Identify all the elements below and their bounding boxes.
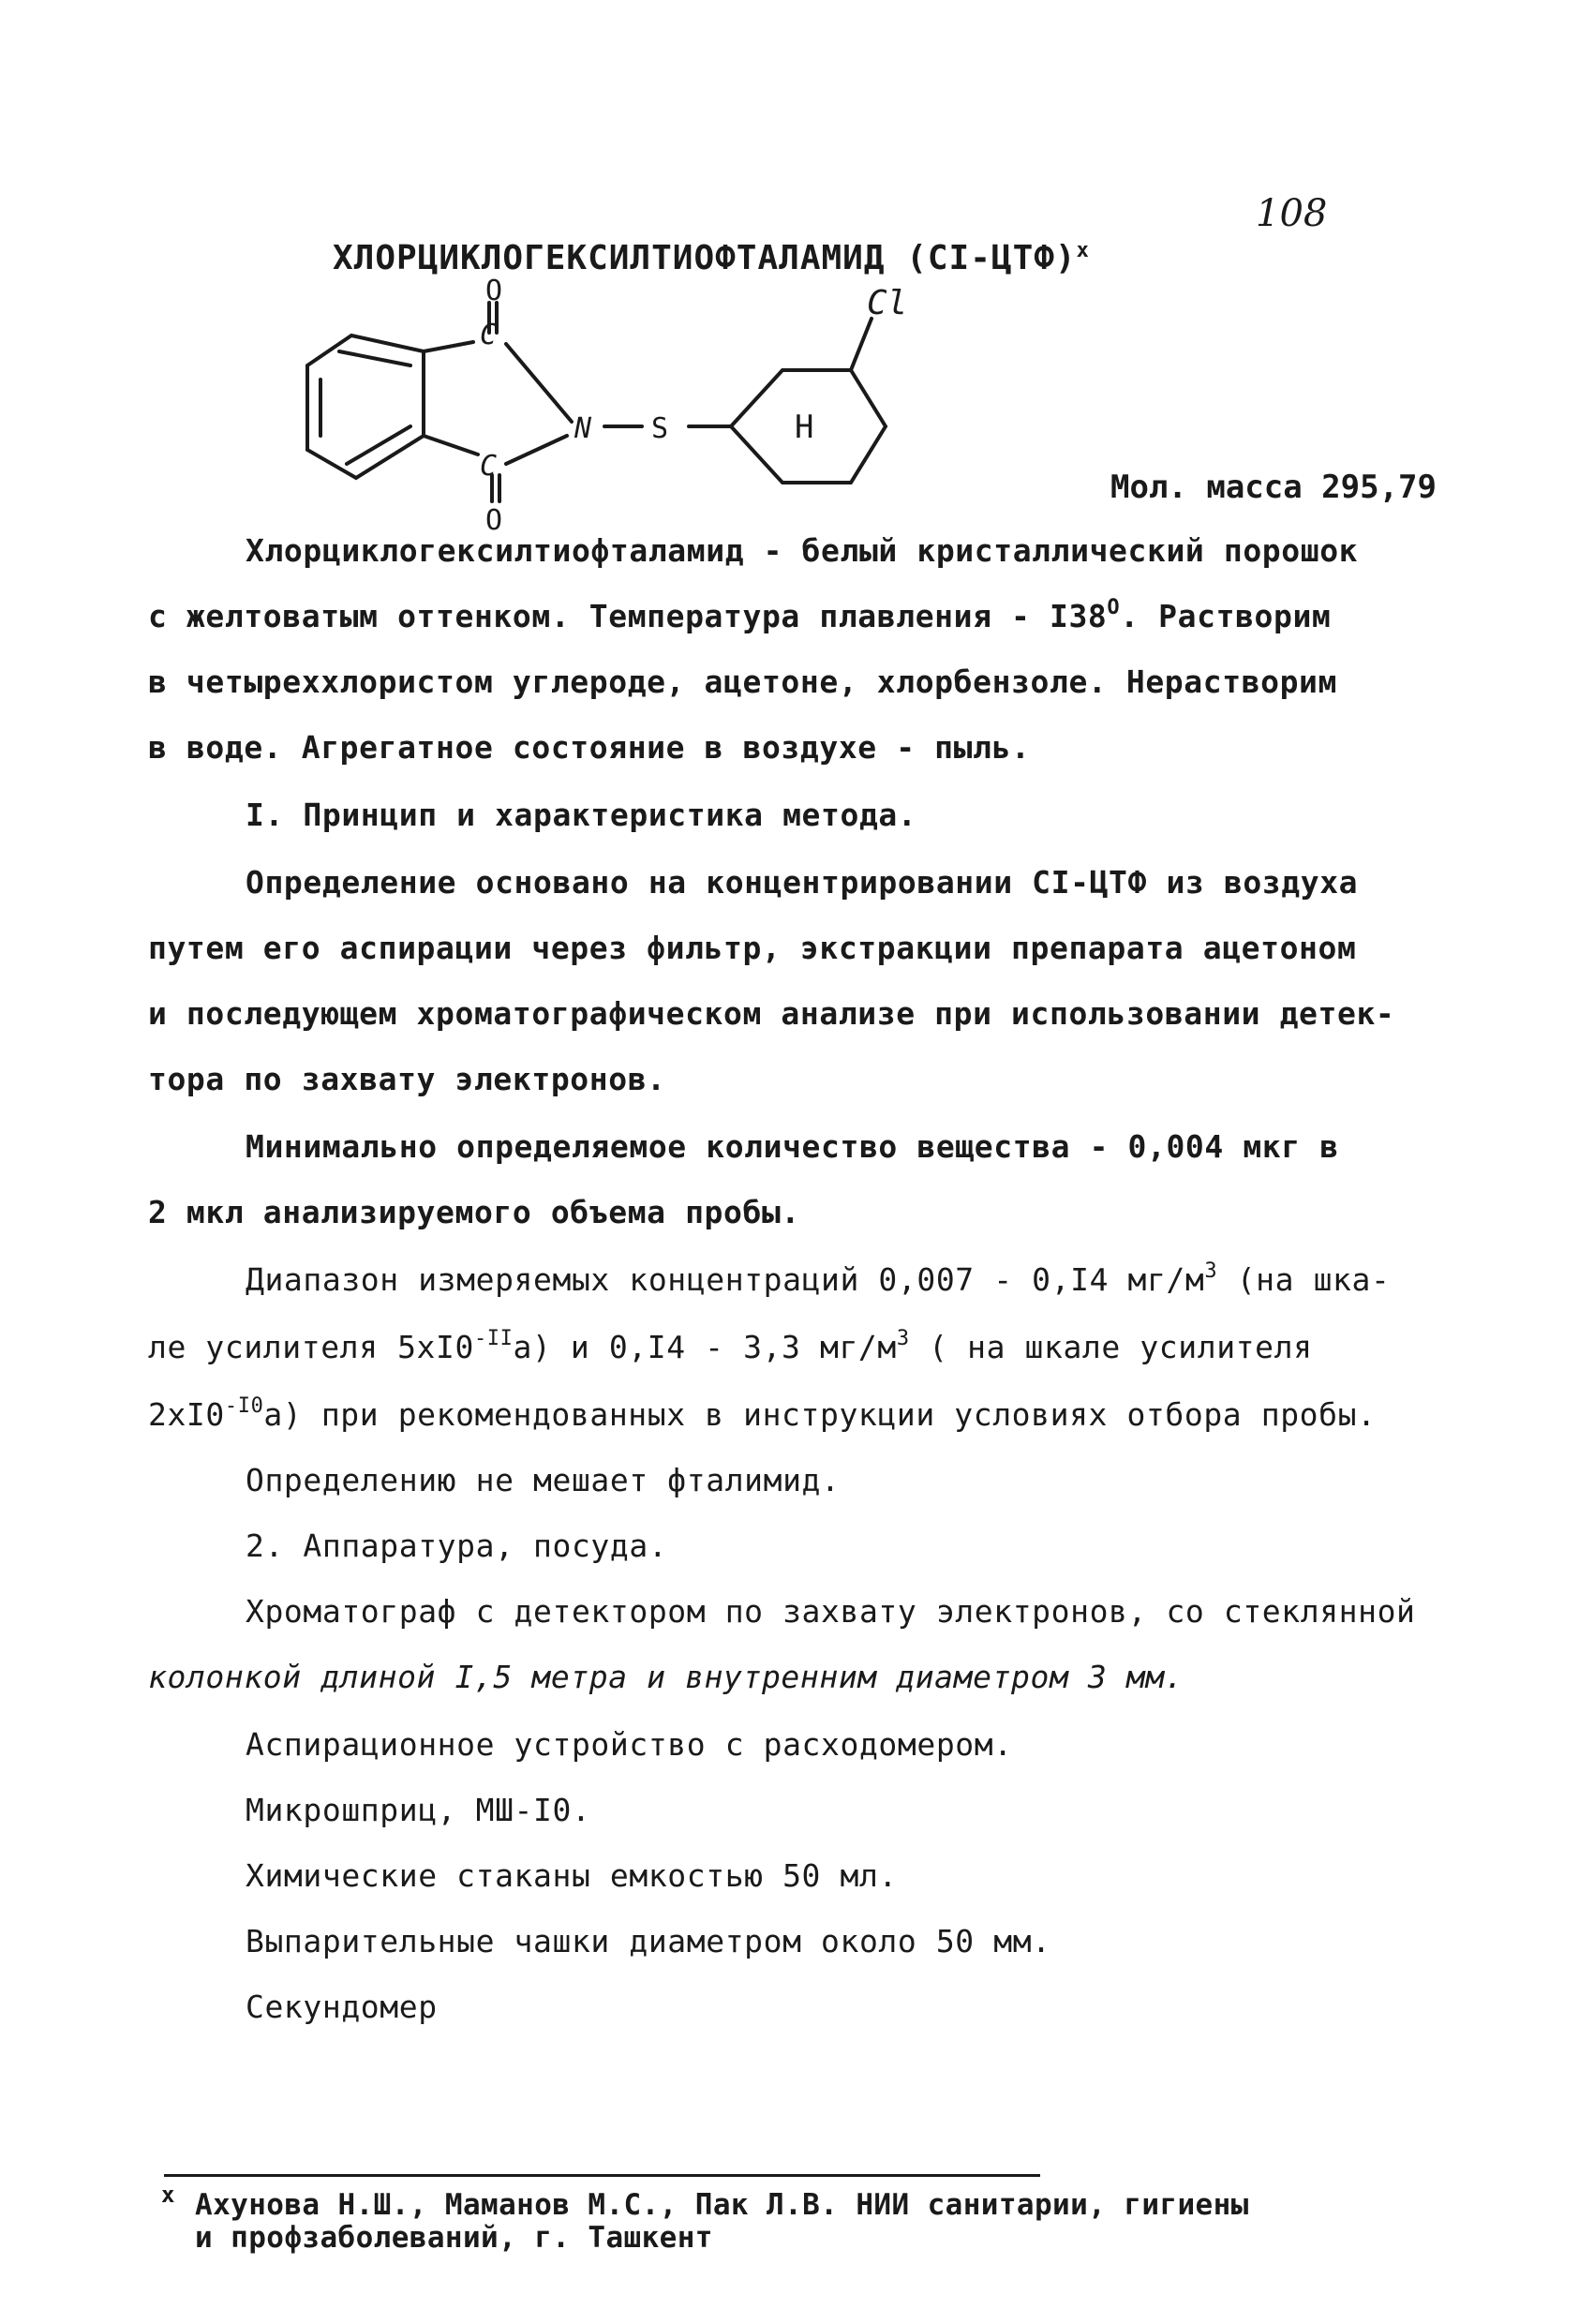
equipment-item-1-cont: колонкой длиной I,5 метра и внутренним диаметром 3 мм.	[148, 1659, 1184, 1695]
bond-ring-c-bottom	[424, 436, 478, 454]
section-1-p4: Определению не мешает фталимид.	[246, 1462, 841, 1498]
p3-l2-mid: а) и 0,I4 - 3,3 мг/м	[513, 1329, 897, 1365]
p3-l1-sup: 3	[1204, 1259, 1218, 1283]
page-number: 108	[1256, 192, 1328, 235]
atom-n: N	[574, 412, 592, 445]
p3-l2-sup1: -II	[473, 1327, 514, 1350]
section-1-p3-line-3	[148, 1396, 1377, 1433]
description-line-4: в воде. Агрегатное состояние в воздухе - пыль.	[148, 729, 1031, 766]
p3-l2-sup2: 3	[896, 1327, 910, 1350]
equipment-item-1: Хроматограф с детектором по захвату электронов, со стеклянной	[246, 1593, 1416, 1630]
section-1-p3-line-2	[148, 1329, 1313, 1365]
footnote-line-1: Ахунова Н.Ш., Маманов М.С., Пак Л.В. НИИ санитарии, гигиены	[195, 2188, 1249, 2222]
molecular-mass: Мол. масса 295,79	[1110, 469, 1437, 506]
bond-ring-cl	[851, 319, 871, 370]
p3-l2-text: ле усилителя 5хI0	[148, 1329, 474, 1365]
description-line-1: Хлорциклогексилтиофталамид - белый кристаллический порошок	[246, 532, 1359, 569]
equipment-item-3: Микрошприц, МШ-I0.	[246, 1792, 591, 1828]
equipment-item-6: Секундомер	[246, 1989, 438, 2025]
section-1-p3-line-1	[246, 1261, 1390, 1298]
atom-c-bottom: C	[480, 450, 498, 483]
equipment-item-5: Выпарительные чашки диаметром около 50 мм.	[246, 1923, 1051, 1959]
title-text: ХЛОРЦИКЛОГЕКСИЛТИОФТАЛАМИД (CI-ЦТФ)	[333, 239, 1077, 277]
title-footnote-mark: x	[1076, 239, 1090, 262]
p3-l2-tail: ( на шкале усилителя	[909, 1329, 1313, 1365]
p3-l3-text: 2хI0	[148, 1396, 225, 1433]
section-2-heading: 2. Аппаратура, посуда.	[246, 1527, 668, 1564]
p3-l3-sup: -I0	[224, 1394, 264, 1418]
atom-o-bottom: O	[485, 504, 503, 537]
section-1-p1-line-2: путем его аспирации через фильтр, экстракции препарата ацетоном	[148, 930, 1357, 966]
benzene-inner-bond	[339, 351, 410, 365]
footnote-line-2: и профзаболеваний, г. Ташкент	[195, 2221, 713, 2255]
benzene-inner-bond-2	[347, 426, 410, 464]
section-1-heading: I. Принцип и характеристика метода.	[246, 797, 917, 833]
section-1-p2-line-2: 2 мкл анализируемого объема пробы.	[148, 1194, 800, 1230]
equipment-item-4: Химические стаканы емкостью 50 мл.	[246, 1857, 898, 1894]
equipment-item-2: Аспирационное устройство с расходомером.	[246, 1726, 1013, 1763]
description-line-2	[148, 598, 1331, 634]
p3-l1-tail: (на шка-	[1217, 1261, 1391, 1298]
bond-ring-c-top	[424, 342, 473, 351]
bond-c-n-bottom	[506, 436, 567, 464]
atom-h: H	[795, 409, 814, 446]
atom-cl: Cl	[867, 284, 908, 322]
description-line-3: в четыреххлористом углероде, ацетоне, хлорбензоле. Нерастворим	[148, 663, 1337, 700]
atom-s: S	[651, 412, 669, 445]
document-title	[333, 239, 1090, 277]
section-1-p1-line-4: тора по захвату электронов.	[148, 1061, 666, 1097]
atom-o-top: O	[485, 276, 503, 307]
section-1-p1-line-3: и последующем хроматографическом анализе при использовании детек-	[148, 995, 1395, 1032]
degree-mark: O	[1107, 596, 1121, 619]
footnote-mark: x	[161, 2182, 175, 2208]
chemical-structure	[281, 276, 1012, 548]
p3-l3-tail: а) при рекомендованных в инструкции условиях отбора пробы.	[263, 1396, 1377, 1433]
description-line-2-text: с желтоватым оттенком. Температура плавления - I38	[148, 598, 1108, 634]
footnote-rule	[164, 2174, 1040, 2177]
atom-c-top: C	[480, 319, 498, 351]
section-1-p1-line-1: Определение основано на концентрировании CI-ЦТФ из воздуха	[246, 864, 1359, 901]
bond-c-n-top	[506, 344, 572, 422]
p3-l1-text: Диапазон измеряемых концентраций 0,007 - 0,I4 мг/м	[246, 1261, 1205, 1298]
description-line-2-tail: . Растворим	[1120, 598, 1332, 634]
section-1-p2-line-1: Минимально определяемое количество вещества - 0,004 мкг в	[246, 1128, 1339, 1165]
